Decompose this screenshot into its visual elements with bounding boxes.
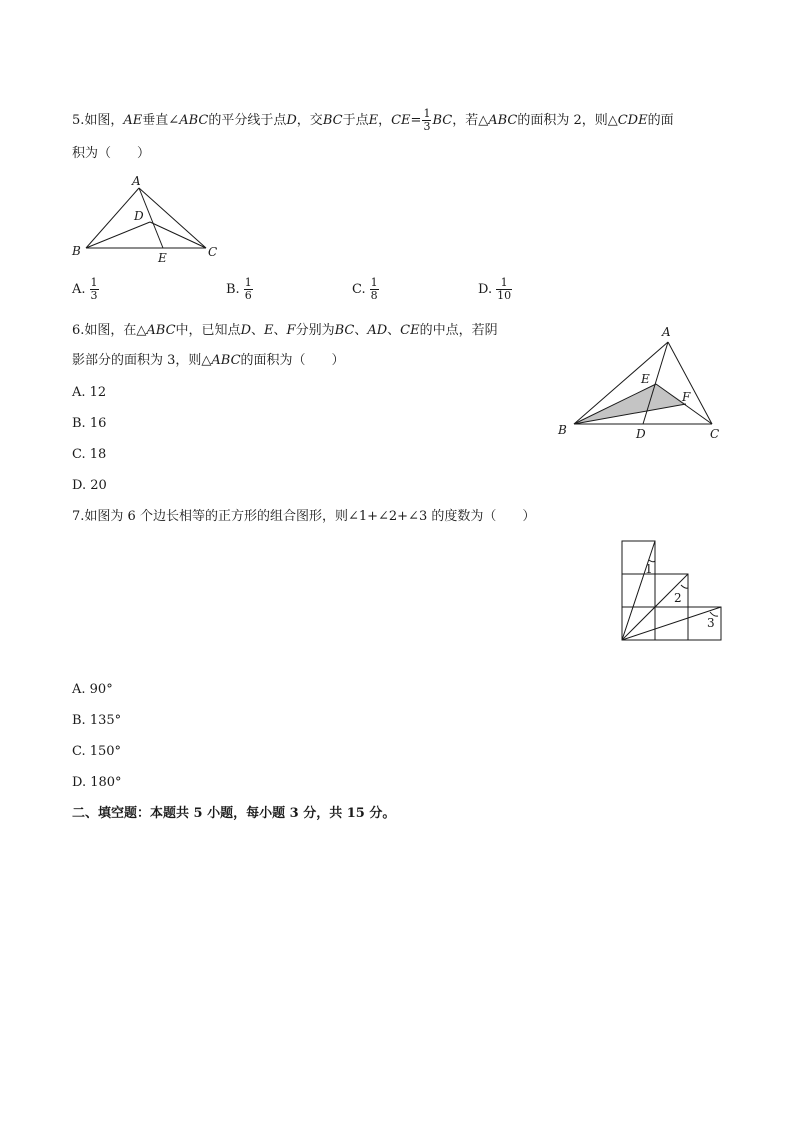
- q5-text: ，交: [296, 113, 323, 128]
- q5-fraction-numerator: 1: [423, 107, 431, 120]
- q6-text: 、: [273, 323, 287, 338]
- fraction-numerator: 1: [90, 276, 98, 289]
- q6-text: 中，已知点: [175, 323, 241, 338]
- q7-option-a[interactable]: A. 90°: [72, 682, 113, 697]
- q5-fraction-denominator: 3: [423, 120, 431, 133]
- fraction-denominator: 6: [244, 289, 252, 302]
- q5-label-b: B: [72, 244, 81, 258]
- q6-label-b: B: [558, 423, 567, 437]
- q6-text: 影部分的面积为 3，则△: [72, 353, 212, 368]
- q6-var-bc: BC: [334, 323, 355, 338]
- q7-angle-label-1: 1: [645, 562, 653, 576]
- q6-option-b[interactable]: B. 16: [72, 416, 107, 431]
- q6-option-c[interactable]: C. 18: [72, 447, 107, 462]
- q5-text: 的平分线于点: [208, 113, 287, 128]
- q5-text: 的面: [647, 113, 674, 128]
- q5-label-c: C: [208, 245, 218, 259]
- q5-var-bc: BC: [432, 113, 453, 128]
- q7-square: [688, 607, 721, 640]
- q6-text: 、: [387, 323, 401, 338]
- q6-text: 、: [251, 323, 265, 338]
- q5-text: 于点: [342, 113, 369, 128]
- q6-label-e: E: [641, 372, 650, 386]
- q7-option-c[interactable]: C. 150°: [72, 744, 122, 759]
- q6-var-f: F: [286, 323, 296, 338]
- q6-text: 的面积为（ ）: [240, 353, 345, 368]
- fraction-numerator: 1: [244, 276, 252, 289]
- q6-option-a[interactable]: A. 12: [72, 385, 107, 400]
- q6-var-d: D: [240, 323, 251, 338]
- q6-var-ce: CE: [400, 323, 420, 338]
- q6-var-ad: AD: [367, 323, 388, 338]
- q5-text: ，若△: [452, 113, 489, 128]
- q5-var-abc: ABC: [488, 113, 518, 128]
- q5-stem-line2: 积为（ ）: [72, 146, 151, 161]
- q5-text: ，: [378, 113, 392, 128]
- q5-var-d: D: [286, 113, 297, 128]
- q5-text: =: [410, 113, 422, 128]
- q5-text: 5.如图，: [72, 113, 124, 128]
- q5-var-cde: CDE: [617, 113, 648, 128]
- q7-option-b[interactable]: B. 135°: [72, 713, 122, 728]
- q6-var-abc: ABC: [146, 323, 176, 338]
- section-fill-in-header: 二、填空题：本题共 5 小题，每小题 3 分，共 15 分。: [72, 806, 396, 821]
- q6-label-f: F: [682, 390, 691, 404]
- q6-text: 的中点，若阴: [419, 323, 498, 338]
- q7-angle-label-3: 3: [707, 616, 715, 630]
- fraction-numerator: 1: [500, 276, 508, 289]
- q6-var-e: E: [264, 323, 274, 338]
- q5-var-ae: AE: [123, 113, 143, 128]
- q6-option-d[interactable]: D. 20: [72, 478, 107, 493]
- q5-label-e: E: [158, 251, 167, 265]
- q5-var-ce: CE: [391, 113, 411, 128]
- q7-option-d[interactable]: D. 180°: [72, 775, 122, 790]
- option-letter: D.: [478, 282, 493, 297]
- q6-text: 6.如图，在△: [72, 323, 147, 338]
- q6-label-a: A: [662, 325, 671, 339]
- q6-var-abc: ABC: [211, 353, 241, 368]
- q5-text: 的面积为 2，则△: [517, 113, 618, 128]
- q6-label-d: D: [636, 427, 646, 441]
- q6-text: 分别为: [295, 323, 335, 338]
- q7-angle-label-2: 2: [674, 591, 682, 605]
- fraction-denominator: 8: [370, 289, 378, 302]
- q6-text: 、: [354, 323, 368, 338]
- q7-angle-arc-2: [681, 585, 688, 588]
- fraction-numerator: 1: [370, 276, 378, 289]
- q5-label-d: D: [134, 209, 144, 223]
- q7-diagonal-1: [622, 541, 655, 640]
- fraction-denominator: 10: [497, 289, 512, 302]
- q5-var-e: E: [368, 113, 379, 128]
- fraction-denominator: 3: [90, 289, 98, 302]
- q5-label-a: A: [132, 174, 141, 188]
- q5-text: 垂直∠: [142, 113, 180, 128]
- option-letter: B.: [226, 282, 240, 297]
- q6-label-c: C: [710, 427, 720, 441]
- option-letter: A.: [72, 282, 86, 297]
- option-letter: C.: [352, 282, 366, 297]
- q7-stem: 7.如图为 6 个边长相等的正方形的组合图形，则∠1+∠2+∠3 的度数为（ ）: [72, 509, 536, 524]
- q5-var-bc: BC: [322, 113, 343, 128]
- q5-var-abc: ABC: [179, 113, 209, 128]
